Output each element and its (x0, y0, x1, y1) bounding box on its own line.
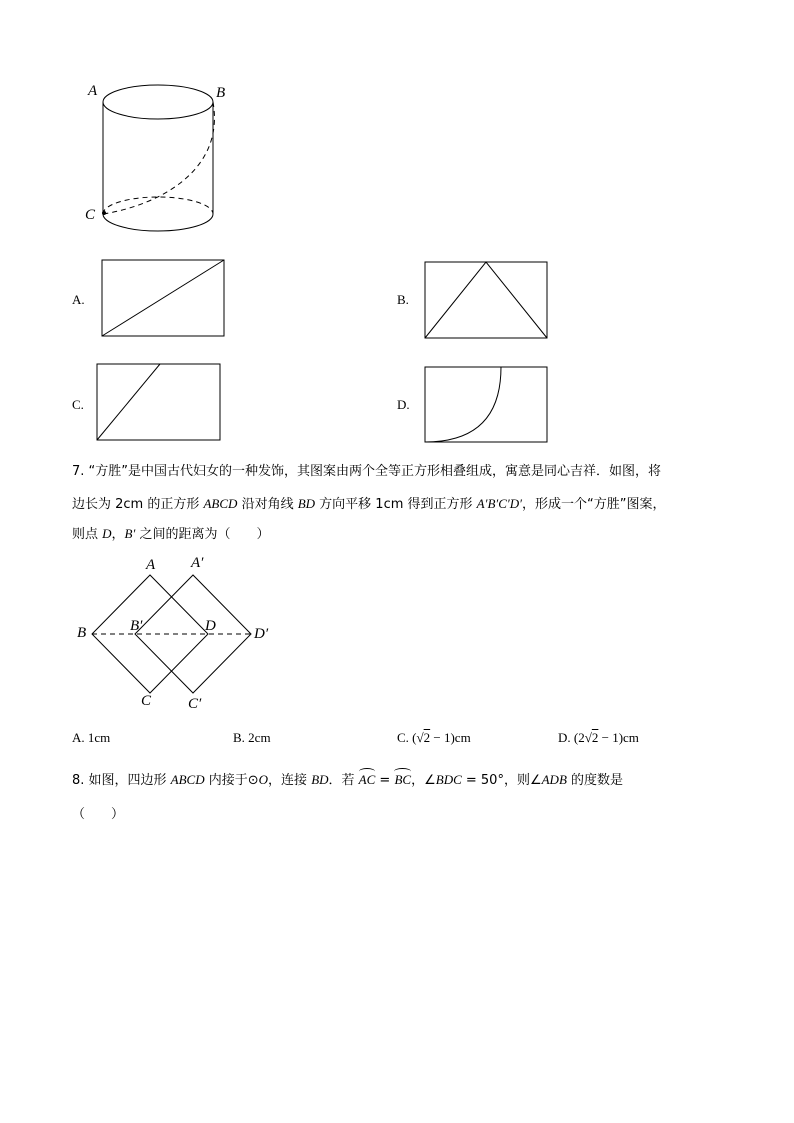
q7-choice-c[interactable] (397, 730, 471, 746)
q7-choice-d[interactable] (558, 730, 639, 746)
q7-text: ，形成一个“方胜”图案， (522, 497, 666, 512)
q8-text: 内接于⊙ (204, 773, 259, 788)
fig7-label-b: B (77, 625, 87, 641)
q8-angle-adb: ADB (541, 772, 567, 787)
option-b-label[interactable]: B. (397, 292, 409, 307)
q8-text: ，∠ (411, 773, 436, 788)
q7-choice-d-radicand: 2 (591, 730, 599, 745)
q7-choice-c-suffix: − 1)cm (430, 730, 471, 745)
arc-icon (394, 768, 411, 775)
option-a-label[interactable]: A. (72, 292, 85, 307)
fig7-label-d: D (205, 618, 216, 634)
q7-square-abcd: ABCD (203, 496, 238, 511)
q8-line-2: （ ） (72, 807, 125, 822)
q8-text: ，连接 (268, 773, 312, 788)
q7-choice-a[interactable]: A. 1cm (72, 730, 111, 745)
q7-diagonal-bd: BD (297, 496, 316, 511)
q7-choice-d-prefix: D. (2 (558, 730, 585, 745)
q8-text: ．若 (328, 773, 359, 788)
q7-text: 7. “方胜”是中国古代妇女的一种发饰，其图案由两个全等正方形相叠组成，寓意是同心吉祥．如图，将 (72, 464, 662, 479)
q7-choice-b[interactable]: B. 2cm (233, 730, 271, 745)
q7-choice-c-radicand: 2 (423, 730, 431, 745)
label-c: C (85, 207, 96, 223)
q8-circle-o: O (258, 772, 269, 787)
fig7-label-d-prime: D′ (254, 626, 269, 642)
q7-point-d: D (102, 526, 112, 541)
q7-text: 边长为 2cm 的正方形 (72, 497, 204, 512)
q7-text: 之间的距离为（ ） (135, 527, 270, 542)
q8-text: = 50°，则∠ (461, 773, 542, 788)
q8-text: 8. 如图，四边形 (72, 773, 171, 788)
fig7-label-a-prime: A′ (191, 555, 204, 571)
q7-text: 方向平移 1cm 得到正方形 (315, 497, 477, 512)
label-b: B (216, 85, 226, 101)
q7-square-prime: A′B′C′D′ (476, 496, 522, 511)
q8-arc-ac: AC (359, 772, 376, 787)
fig7-label-c-prime: C′ (188, 696, 202, 712)
q8-line-1 (72, 770, 623, 791)
q8-quadrilateral-abcd: ABCD (170, 772, 205, 787)
q8-arc-bc: BC (394, 772, 411, 787)
q8-text: = (375, 773, 395, 788)
option-c-label[interactable]: C. (72, 397, 84, 412)
q7-point-b-prime: B′ (124, 526, 136, 541)
q8-segment-bd: BD (311, 772, 329, 787)
q8-angle-bdc: BDC (435, 772, 462, 787)
q8-text: 的度数是 (566, 773, 624, 788)
q7-choice-c-prefix: C. ( (397, 730, 417, 745)
q7-choice-d-suffix: − 1)cm (598, 730, 639, 745)
fig7-label-a: A (146, 557, 156, 573)
sqrt-icon: √ (416, 730, 424, 745)
option-d-label[interactable]: D. (397, 397, 410, 412)
label-a: A (88, 83, 98, 99)
fig7-label-b-prime: B′ (130, 618, 143, 634)
arc-icon (359, 768, 376, 775)
fig7-label-c: C (141, 693, 152, 709)
q7-text: ， (111, 527, 125, 542)
q7-text: 则点 (72, 527, 103, 542)
q7-text: 沿对角线 (237, 497, 298, 512)
sqrt-icon: √ (584, 730, 592, 745)
